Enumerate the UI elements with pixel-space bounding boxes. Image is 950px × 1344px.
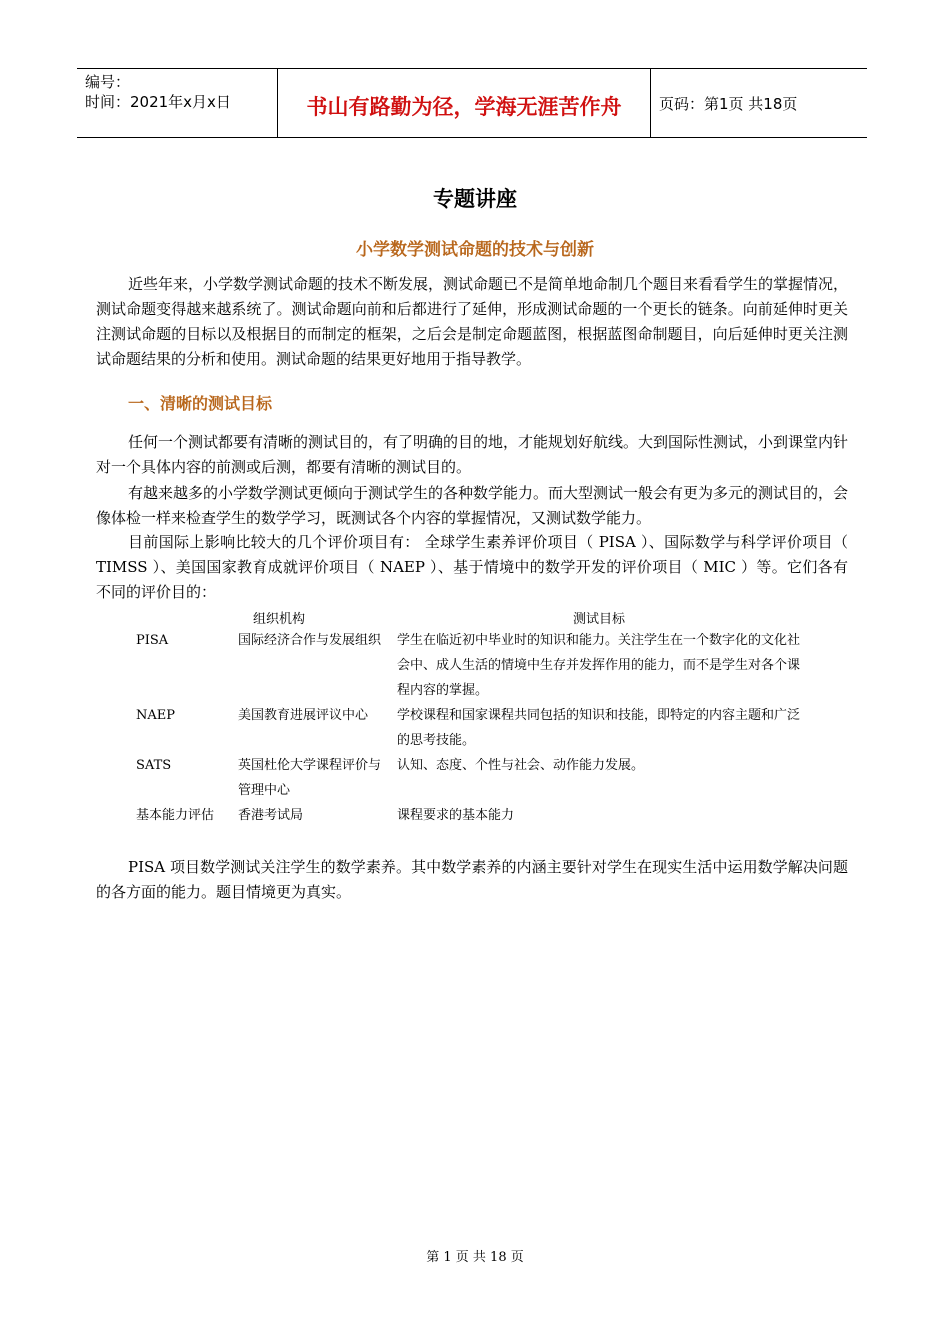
paragraph-1: 任何一个测试都要有清晰的测试目的，有了明确的目的地，才能规划好航线。大到国际性测试，小到课堂内针对一个具体内容的前测或后测，都要有清晰的测试目的。 bbox=[96, 433, 849, 476]
intro-paragraph: 近些年来，小学数学测试命题的技术不断发展，测试命题已不是简单地命制几个题目来看看学生的掌握情况，测试命题变得越来越系统了。测试命题向前和后都进行了延伸，形成测试命题的一个更长的链条。向前延伸时更关注测试命题的目标以及根据目的而制定的框架，之后会是制定命题蓝图，根据蓝图命制题目，向后延伸时更关注测试命题结果的分析和使用。测试命题的结果更好地用于指导教学。 bbox=[96, 275, 849, 368]
time-label: 时间：2021年x月x日 bbox=[85, 93, 231, 111]
table-cell-org: 香港考试局 bbox=[238, 808, 304, 823]
table-cell-org: 英国杜伦大学课程评价与管理中心 bbox=[238, 758, 382, 798]
header-page-cell bbox=[651, 69, 867, 137]
table-cell-org: 国际经济合作与发展组织 bbox=[238, 633, 382, 648]
section-heading: 一、清晰的测试目标 bbox=[128, 394, 273, 413]
page-number-label: 页码：第1页 共18页 bbox=[659, 95, 798, 113]
table-header-org: 组织机构 bbox=[253, 612, 306, 627]
paragraph-4: PISA 项目数学测试关注学生的数学素养。其中数学素养的内涵主要针对学生在现实生活中运用数学解决问题的各方面的能力。题目情境更为真实。 bbox=[96, 858, 848, 901]
table-cell-goal: 学生在临近初中毕业时的知识和能力。关注学生在一个数字化的文化社会中、成人生活的情境中生存并发挥作用的能力，而不是学生对各个课程内容的掌握。 bbox=[397, 633, 801, 698]
table-cell-name: NAEP bbox=[136, 708, 175, 723]
doc-title: 专题讲座 bbox=[433, 187, 517, 211]
doc-subtitle: 小学数学测试命题的技术与创新 bbox=[356, 240, 594, 260]
page-header bbox=[77, 68, 867, 138]
table-cell-goal: 认知、态度、个性与社会、动作能力发展。 bbox=[397, 758, 645, 773]
serial-label: 编号： bbox=[85, 73, 131, 91]
table-cell-goal: 学校课程和国家课程共同包括的知识和技能，即特定的内容主题和广泛的思考技能。 bbox=[397, 708, 801, 748]
table-cell-org: 美国教育进展评议中心 bbox=[238, 708, 369, 723]
page-footer: 第 1 页 共 18 页 bbox=[426, 1250, 524, 1265]
table-cell-name: 基本能力评估 bbox=[136, 808, 215, 823]
table-cell-name: SATS bbox=[136, 758, 172, 773]
table-cell-name: PISA bbox=[136, 633, 169, 648]
table-cell-goal: 课程要求的基本能力 bbox=[397, 808, 515, 823]
paragraph-2: 有越来越多的小学数学测试更倾向于测试学生的各种数学能力。而大型测试一般会有更为多元的测试目的，会像体检一样来检查学生的数学学习，既测试各个内容的掌握情况，又测试数学能力。 bbox=[96, 484, 849, 527]
header-motto-cell bbox=[278, 69, 651, 137]
table-header-goal: 测试目标 bbox=[573, 612, 626, 627]
motto: 书山有路勤为径，学海无涯苦作舟 bbox=[306, 95, 622, 119]
paragraph-3: 目前国际上影响比较大的几个评价项目有： 全球学生素养评价项目（ PISA ）、国际数学与科学评价项目（ TIMSS ）、美国国家教育成就评价项目（ NAEP ）、基于情境中的数学开发的评价项目（ MIC ）等。它们各有不同的评价目的： bbox=[96, 533, 848, 601]
header-info-cell bbox=[77, 69, 278, 137]
